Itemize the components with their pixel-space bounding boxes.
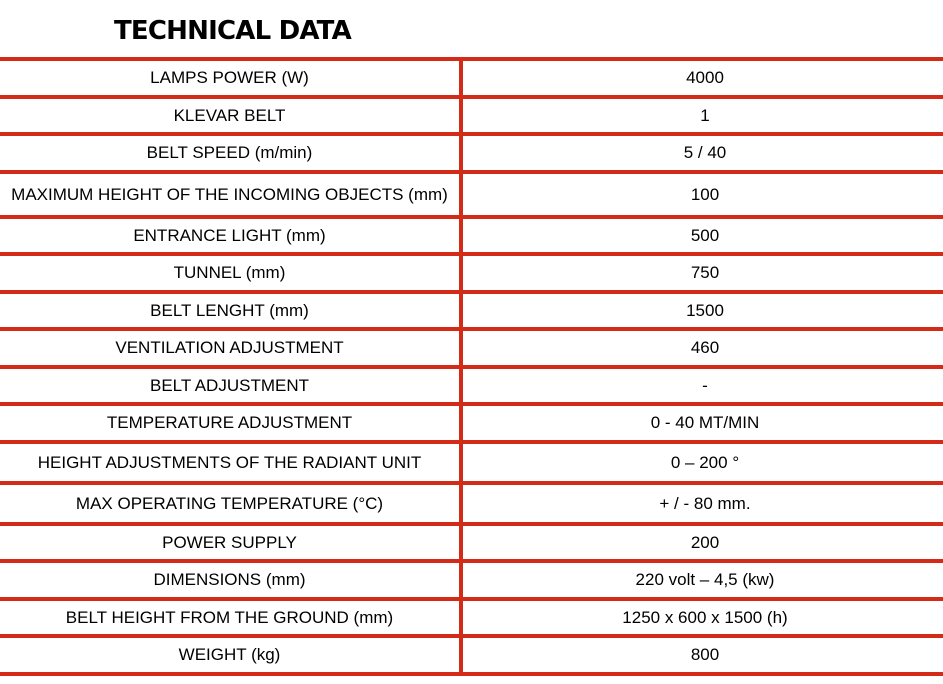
value-cell: 1250 x 600 x 1500 (h) bbox=[461, 599, 943, 637]
value-cell: + / - 80 mm. bbox=[461, 483, 943, 524]
value-cell: 5 / 40 bbox=[461, 134, 943, 172]
value-cell: 460 bbox=[461, 329, 943, 367]
table-row bbox=[0, 404, 943, 442]
table-row bbox=[0, 524, 943, 562]
value-cell: 1 bbox=[461, 97, 943, 135]
value-cell: 800 bbox=[461, 636, 943, 674]
parameter-cell: KLEVAR BELT bbox=[0, 97, 461, 135]
table-row bbox=[0, 217, 943, 255]
parameter-cell: BELT SPEED (m/min) bbox=[0, 134, 461, 172]
table-row bbox=[0, 367, 943, 405]
value-cell: 1500 bbox=[461, 292, 943, 330]
value-cell: 4000 bbox=[461, 59, 943, 97]
value-cell: 750 bbox=[461, 254, 943, 292]
value-cell: 0 – 200 ° bbox=[461, 442, 943, 483]
table-row bbox=[0, 483, 943, 524]
parameter-cell: HEIGHT ADJUSTMENTS OF THE RADIANT UNIT bbox=[0, 442, 461, 483]
parameter-cell: LAMPS POWER (W) bbox=[0, 59, 461, 97]
technical-data-table bbox=[0, 57, 943, 676]
value-cell: - bbox=[461, 367, 943, 405]
parameter-cell: WEIGHT (kg) bbox=[0, 636, 461, 674]
value-cell: 0 - 40 MT/MIN bbox=[461, 404, 943, 442]
table-row bbox=[0, 329, 943, 367]
value-cell: 220 volt – 4,5 (kw) bbox=[461, 561, 943, 599]
table-row bbox=[0, 172, 943, 217]
value-cell: 200 bbox=[461, 524, 943, 562]
parameter-cell: POWER SUPPLY bbox=[0, 524, 461, 562]
parameter-cell: TUNNEL (mm) bbox=[0, 254, 461, 292]
parameter-cell: BELT HEIGHT FROM THE GROUND (mm) bbox=[0, 599, 461, 637]
parameter-cell: MAX OPERATING TEMPERATURE (°C) bbox=[0, 483, 461, 524]
parameter-cell: BELT LENGHT (mm) bbox=[0, 292, 461, 330]
table-row bbox=[0, 134, 943, 172]
parameter-cell: DIMENSIONS (mm) bbox=[0, 561, 461, 599]
value-cell: 100 bbox=[461, 172, 943, 217]
table-row bbox=[0, 292, 943, 330]
value-cell: 500 bbox=[461, 217, 943, 255]
table-row bbox=[0, 442, 943, 483]
table-row bbox=[0, 561, 943, 599]
table-row bbox=[0, 59, 943, 97]
page-title: TECHNICAL DATA bbox=[114, 16, 351, 46]
parameter-cell: ENTRANCE LIGHT (mm) bbox=[0, 217, 461, 255]
table-row bbox=[0, 254, 943, 292]
parameter-cell: MAXIMUM HEIGHT OF THE INCOMING OBJECTS (mm) bbox=[0, 172, 461, 217]
table-row bbox=[0, 599, 943, 637]
parameter-cell: TEMPERATURE ADJUSTMENT bbox=[0, 404, 461, 442]
parameter-cell: BELT ADJUSTMENT bbox=[0, 367, 461, 405]
table-row bbox=[0, 97, 943, 135]
table-row bbox=[0, 636, 943, 674]
parameter-cell: VENTILATION ADJUSTMENT bbox=[0, 329, 461, 367]
